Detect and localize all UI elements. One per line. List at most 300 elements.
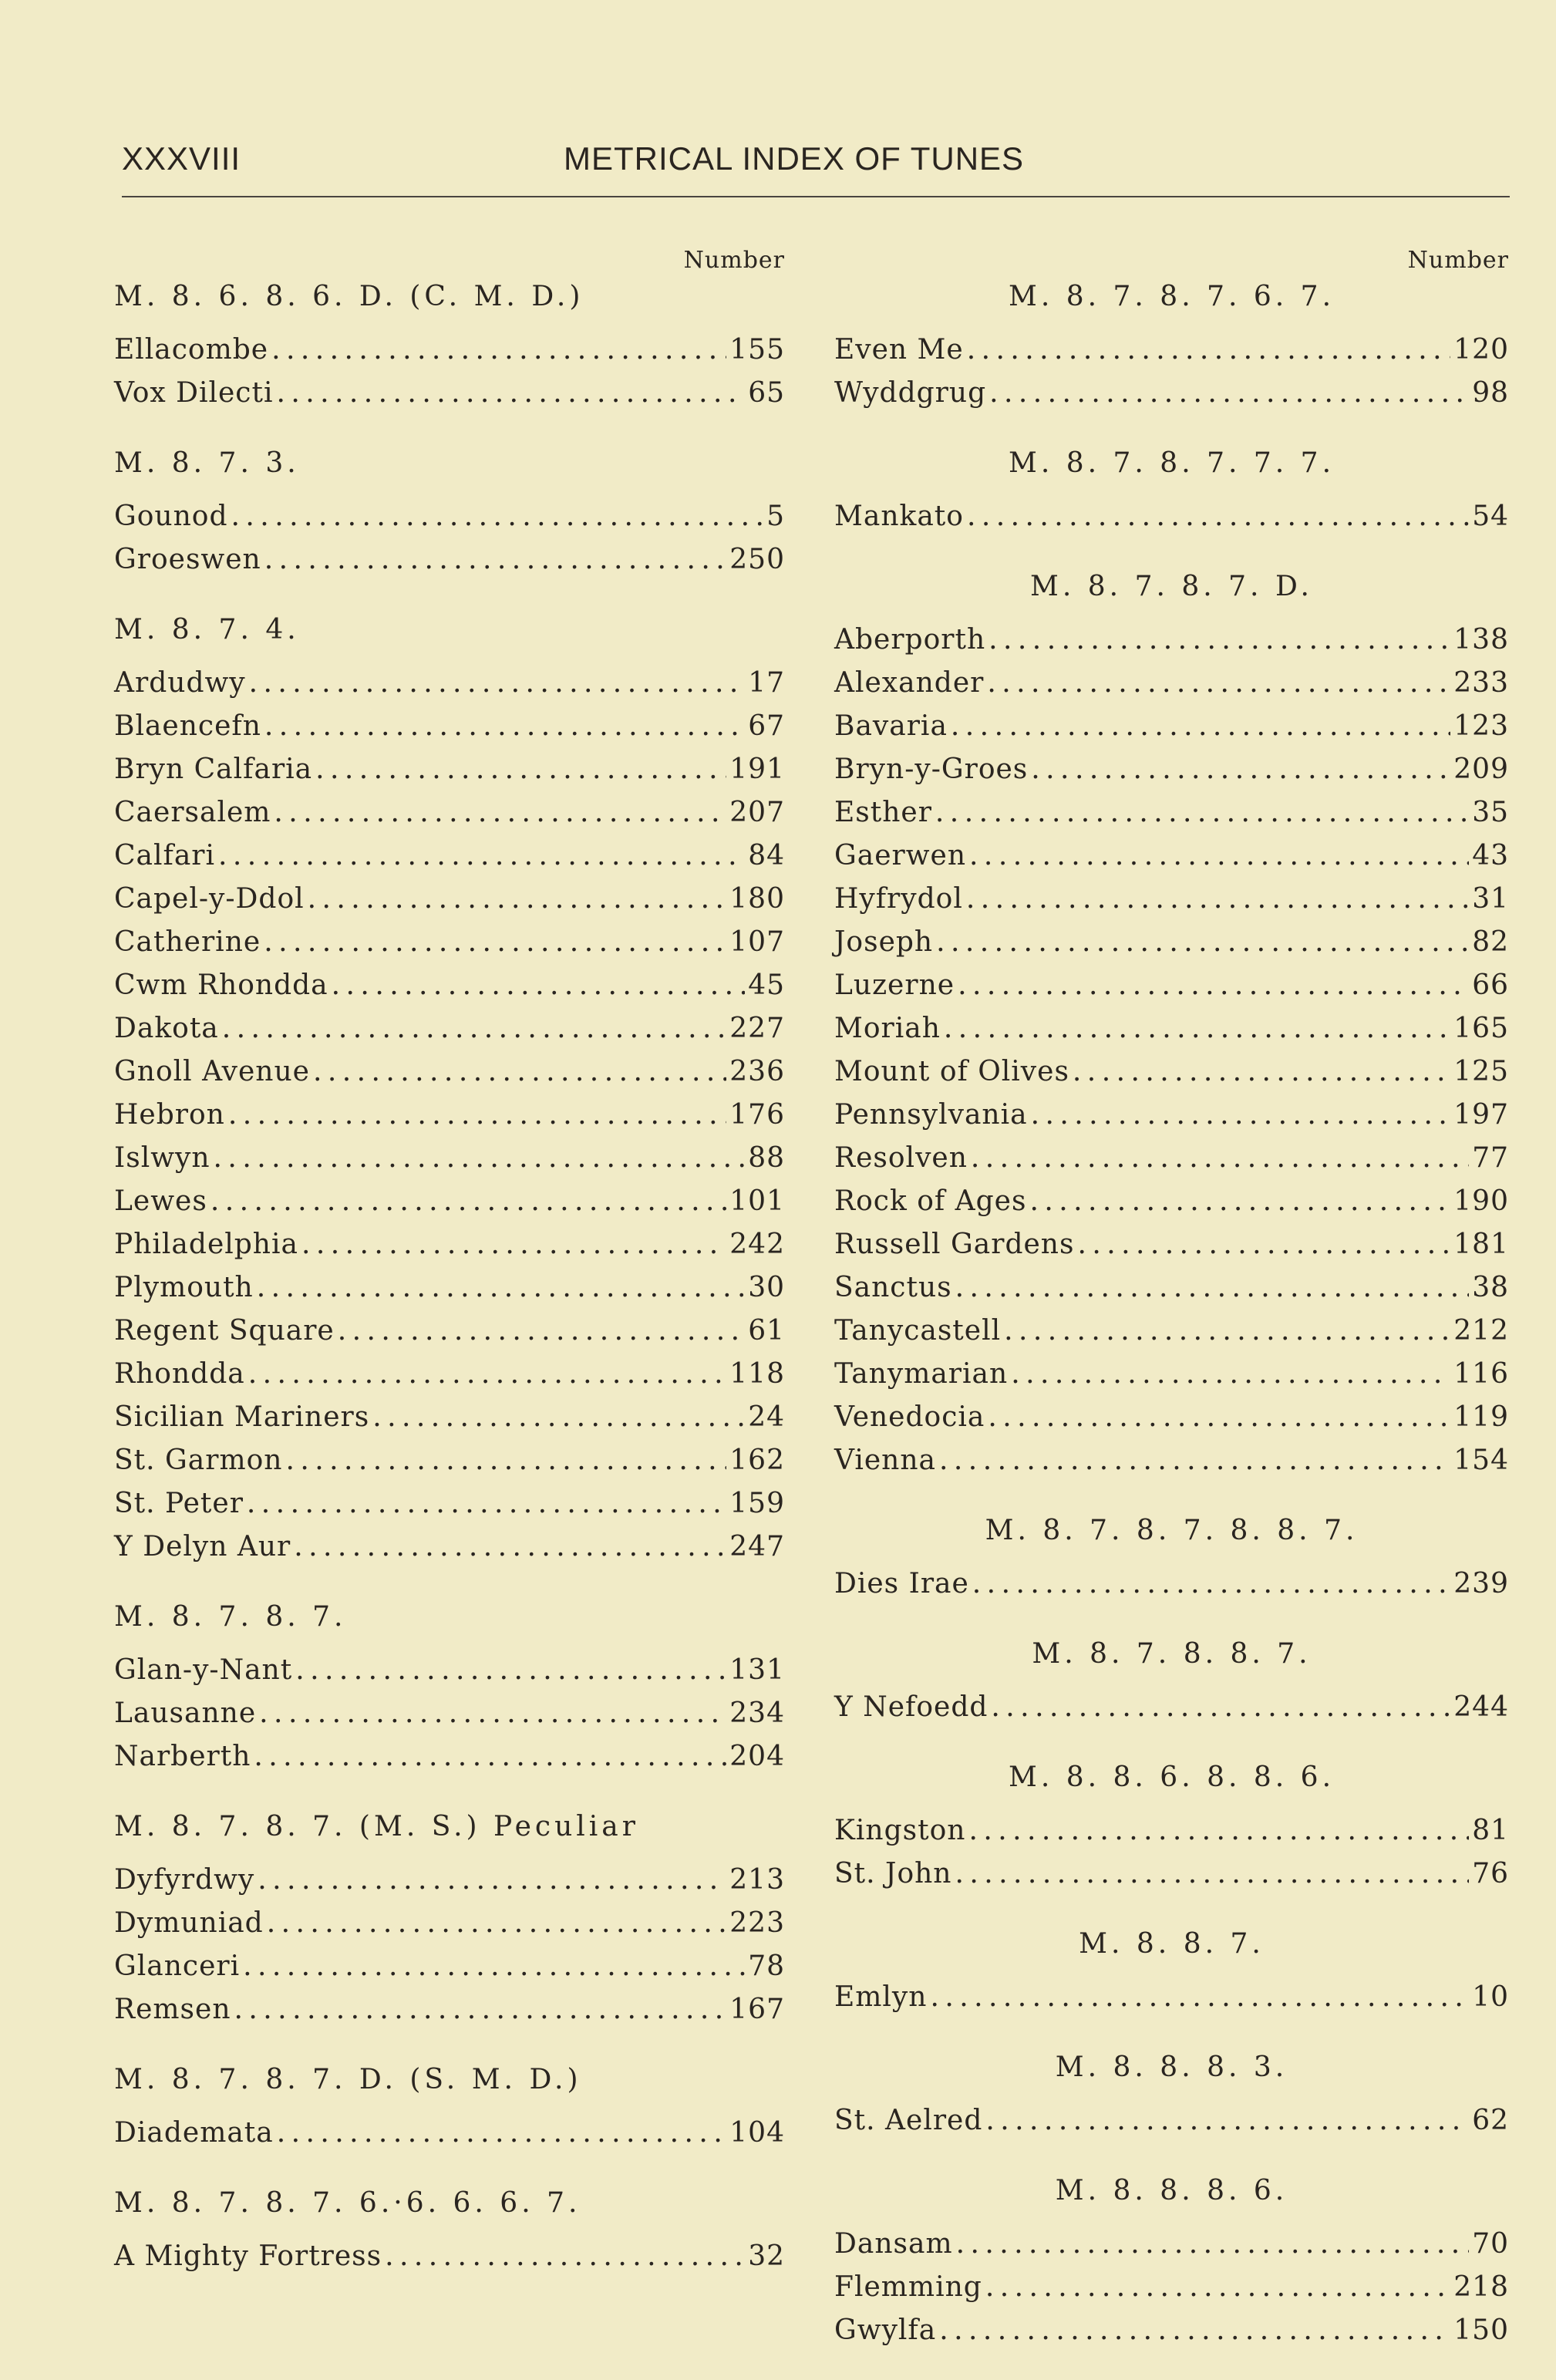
dot-leader bbox=[243, 1945, 745, 1988]
tune-name: Gwylfa bbox=[834, 2314, 937, 2346]
tune-row bbox=[114, 1353, 785, 1396]
dot-leader bbox=[967, 495, 1469, 538]
meter-section bbox=[834, 1757, 1509, 1896]
dot-leader bbox=[1073, 1050, 1450, 1094]
tune-number: 223 bbox=[729, 1907, 785, 1939]
tune-number: 131 bbox=[729, 1654, 785, 1686]
dot-leader bbox=[985, 2266, 1450, 2309]
tune-number: 218 bbox=[1453, 2271, 1509, 2303]
tune-number: 10 bbox=[1472, 1981, 1509, 2013]
tune-row bbox=[834, 329, 1509, 372]
tune-row bbox=[834, 1809, 1509, 1852]
dot-leader bbox=[258, 1859, 726, 1902]
dot-leader bbox=[951, 705, 1450, 748]
dot-leader bbox=[988, 1396, 1450, 1439]
tune-number: 78 bbox=[748, 1950, 785, 1982]
tune-row bbox=[114, 748, 785, 791]
left-column bbox=[114, 245, 785, 2278]
dot-leader bbox=[955, 1266, 1470, 1310]
tune-name: St. John bbox=[834, 1858, 952, 1890]
tune-row bbox=[114, 1945, 785, 1988]
header-rule bbox=[122, 196, 1510, 197]
meter-heading: M. 8. 7. 8. 7. 7. 7. bbox=[1008, 447, 1335, 479]
dot-leader bbox=[972, 1563, 1450, 1606]
tune-name: St. Aelred bbox=[834, 2105, 983, 2136]
tune-number: 98 bbox=[1472, 377, 1509, 409]
tune-number: 30 bbox=[748, 1272, 785, 1303]
dot-leader bbox=[936, 921, 1469, 964]
dot-leader bbox=[257, 1266, 745, 1310]
meter-heading: M. 8. 7. 8. 7. 8. 8. 7. bbox=[985, 1515, 1359, 1546]
dot-leader bbox=[1029, 1180, 1450, 1223]
dot-leader bbox=[308, 878, 727, 921]
tune-number: 227 bbox=[729, 1013, 785, 1044]
tune-name: Islwyn bbox=[114, 1142, 210, 1174]
tune-row bbox=[834, 1137, 1509, 1180]
section-gap bbox=[834, 1896, 1509, 1923]
dot-leader bbox=[1011, 1353, 1450, 1396]
section-gap bbox=[834, 2019, 1509, 2047]
tune-name: Venedocia bbox=[834, 1401, 985, 1433]
dot-leader bbox=[985, 2099, 1469, 2142]
tune-row bbox=[834, 921, 1509, 964]
dot-leader bbox=[969, 834, 1469, 878]
tune-number: 31 bbox=[1472, 883, 1509, 915]
dot-leader bbox=[277, 2112, 727, 2155]
tune-row bbox=[114, 1180, 785, 1223]
dot-leader bbox=[956, 2223, 1470, 2266]
tune-number: 119 bbox=[1453, 1401, 1509, 1433]
dot-leader bbox=[231, 495, 764, 538]
tune-number: 118 bbox=[729, 1358, 785, 1390]
tune-number: 162 bbox=[729, 1445, 785, 1476]
tune-name: Hyfrydol bbox=[834, 883, 963, 915]
tune-row bbox=[834, 748, 1509, 791]
tune-number: 165 bbox=[1453, 1013, 1509, 1044]
dot-leader bbox=[234, 1988, 727, 2031]
dot-leader bbox=[958, 964, 1469, 1007]
tune-name: Flemming bbox=[834, 2271, 982, 2303]
tune-number: 236 bbox=[729, 1056, 785, 1087]
tune-row bbox=[834, 1050, 1509, 1094]
meter-heading: M. 8. 7. 8. 7. (M. S.) Peculiar bbox=[114, 1811, 639, 1842]
tune-name: Tanymarian bbox=[834, 1358, 1009, 1390]
tune-number: 138 bbox=[1453, 624, 1509, 656]
tune-name: Ellacombe bbox=[114, 334, 269, 366]
dot-leader bbox=[966, 878, 1469, 921]
tune-number: 35 bbox=[1472, 797, 1509, 828]
tune-name: Lewes bbox=[114, 1185, 207, 1217]
tune-name: Pennsylvania bbox=[834, 1099, 1028, 1131]
tune-row bbox=[114, 1482, 785, 1525]
tune-number: 212 bbox=[1453, 1315, 1509, 1347]
dot-leader bbox=[285, 1439, 726, 1482]
tune-row bbox=[834, 372, 1509, 415]
meter-heading: M. 8. 7. 3. bbox=[114, 447, 300, 479]
tune-row bbox=[834, 1563, 1509, 1606]
tune-name: Remsen bbox=[114, 1994, 231, 2025]
dot-leader bbox=[228, 1094, 726, 1137]
tune-number: 24 bbox=[748, 1401, 785, 1433]
tune-number: 77 bbox=[1472, 1142, 1509, 1174]
tune-number: 244 bbox=[1453, 1691, 1509, 1723]
tune-number: 247 bbox=[729, 1531, 785, 1563]
meter-heading: M. 8. 7. 8. 7. D. bbox=[1030, 571, 1313, 602]
dot-leader bbox=[264, 705, 745, 748]
tune-row bbox=[834, 2266, 1509, 2309]
tune-name: Dakota bbox=[114, 1013, 219, 1044]
dot-leader bbox=[222, 1007, 727, 1050]
tune-name: Bavaria bbox=[834, 710, 948, 742]
dot-leader bbox=[930, 1976, 1469, 2019]
tune-name: Even Me bbox=[834, 334, 964, 366]
tune-name: Vox Dilecti bbox=[114, 377, 274, 409]
tune-name: A Mighty Fortress bbox=[114, 2240, 382, 2272]
section-gap bbox=[834, 415, 1509, 443]
section-gap bbox=[114, 2155, 785, 2183]
tune-name: Russell Gardens bbox=[834, 1229, 1075, 1260]
tune-name: Alexander bbox=[834, 667, 985, 699]
tune-number: 84 bbox=[748, 840, 785, 871]
tune-row bbox=[834, 878, 1509, 921]
tune-row bbox=[114, 1902, 785, 1945]
tune-row bbox=[834, 1976, 1509, 2019]
tune-number: 76 bbox=[1472, 1858, 1509, 1890]
tune-row bbox=[114, 1649, 785, 1692]
meter-section bbox=[834, 1923, 1509, 2019]
tune-number: 65 bbox=[748, 377, 785, 409]
tune-name: Dies Irae bbox=[834, 1568, 969, 1600]
dot-leader bbox=[210, 1180, 726, 1223]
tune-name: Rock of Ages bbox=[834, 1185, 1027, 1217]
meter-section bbox=[834, 1510, 1509, 1606]
tune-name: Y Nefoedd bbox=[834, 1691, 988, 1723]
tune-name: Blaencefn bbox=[114, 710, 261, 742]
tune-name: Luzerne bbox=[834, 969, 955, 1001]
tune-row bbox=[834, 1180, 1509, 1223]
dot-leader bbox=[944, 1007, 1450, 1050]
tune-row bbox=[114, 1266, 785, 1310]
tune-number: 62 bbox=[1472, 2105, 1509, 2136]
tune-name: St. Peter bbox=[114, 1488, 244, 1519]
right-column bbox=[834, 245, 1509, 2352]
meter-section bbox=[114, 2183, 785, 2278]
dot-leader bbox=[267, 1902, 727, 1945]
section-gap bbox=[114, 1569, 785, 1596]
tune-row bbox=[834, 1686, 1509, 1729]
tune-number: 32 bbox=[748, 2240, 785, 2272]
tune-number: 159 bbox=[729, 1488, 785, 1519]
tune-row bbox=[834, 1266, 1509, 1310]
meter-heading: M. 8. 7. 8. 7. bbox=[114, 1601, 347, 1633]
tune-row bbox=[114, 1988, 785, 2031]
tune-row bbox=[834, 791, 1509, 834]
tune-name: Groeswen bbox=[114, 544, 261, 575]
tune-name: Bryn Calfaria bbox=[114, 753, 313, 785]
tune-name: Emlyn bbox=[834, 1981, 928, 2013]
tune-number: 67 bbox=[748, 710, 785, 742]
tune-row bbox=[834, 964, 1509, 1007]
tune-number: 66 bbox=[1472, 969, 1509, 1001]
dot-leader bbox=[259, 1692, 726, 1735]
dot-leader bbox=[264, 921, 726, 964]
dot-leader bbox=[1077, 1223, 1450, 1266]
dot-leader bbox=[248, 1353, 727, 1396]
page-number: XXXVIII bbox=[122, 140, 241, 177]
meter-heading: M. 8. 7. 8. 7. 6. 7. bbox=[1008, 281, 1335, 312]
tune-number: 155 bbox=[729, 334, 785, 366]
tune-row bbox=[114, 1007, 785, 1050]
dot-leader bbox=[1004, 1310, 1450, 1353]
meter-section bbox=[834, 2047, 1509, 2142]
dot-leader bbox=[276, 372, 745, 415]
tune-name: Calfari bbox=[114, 840, 216, 871]
left-sections bbox=[114, 276, 785, 2278]
tune-name: Mankato bbox=[834, 501, 964, 532]
tune-number: 190 bbox=[1453, 1185, 1509, 1217]
tune-name: St. Garmon bbox=[114, 1445, 283, 1476]
tune-number: 180 bbox=[729, 883, 785, 915]
tune-name: Resolven bbox=[834, 1142, 968, 1174]
tune-row bbox=[834, 662, 1509, 705]
page-header bbox=[122, 140, 1510, 187]
meter-section bbox=[834, 1633, 1509, 1729]
tune-number: 38 bbox=[1472, 1272, 1509, 1303]
meter-heading: M. 8. 8. 6. 8. 8. 6. bbox=[1008, 1761, 1335, 1793]
tune-row bbox=[114, 1735, 785, 1778]
tune-name: Tanycastell bbox=[834, 1315, 1002, 1347]
tune-number: 81 bbox=[1472, 1815, 1509, 1846]
tune-number: 154 bbox=[1453, 1445, 1509, 1476]
tune-row bbox=[114, 921, 785, 964]
dot-leader bbox=[315, 748, 726, 791]
meter-heading: M. 8. 8. 8. 3. bbox=[1055, 2051, 1288, 2083]
tune-name: Dymuniad bbox=[114, 1907, 264, 1939]
tune-row bbox=[114, 538, 785, 582]
tune-row bbox=[114, 2112, 785, 2155]
dot-leader bbox=[332, 964, 746, 1007]
dot-leader bbox=[295, 1649, 726, 1692]
tune-number: 82 bbox=[1472, 926, 1509, 958]
tune-number: 213 bbox=[729, 1864, 785, 1896]
dot-leader bbox=[971, 1137, 1469, 1180]
tune-row bbox=[114, 1310, 785, 1353]
tune-row bbox=[834, 705, 1509, 748]
tune-name: Dansam bbox=[834, 2228, 953, 2260]
meter-heading: M. 8. 7. 4. bbox=[114, 614, 300, 646]
dot-leader bbox=[991, 1686, 1450, 1729]
number-column-label: Number bbox=[1407, 247, 1509, 274]
tune-row bbox=[114, 1050, 785, 1094]
tune-name: Rhondda bbox=[114, 1358, 245, 1390]
tune-number: 116 bbox=[1453, 1358, 1509, 1390]
tune-name: Esther bbox=[834, 797, 932, 828]
tune-number: 70 bbox=[1472, 2228, 1509, 2260]
tune-number: 107 bbox=[729, 926, 785, 958]
tune-row bbox=[114, 878, 785, 921]
tune-row bbox=[114, 964, 785, 1007]
meter-section bbox=[834, 443, 1509, 538]
tune-name: Y Delyn Aur bbox=[114, 1531, 291, 1563]
tune-number: 191 bbox=[729, 753, 785, 785]
tune-name: Aberporth bbox=[834, 624, 986, 656]
tune-number: 233 bbox=[1453, 667, 1509, 699]
meter-section bbox=[834, 276, 1509, 415]
right-sections bbox=[834, 276, 1509, 2352]
tune-name: Dyfyrdwy bbox=[114, 1864, 255, 1896]
tune-number: 234 bbox=[729, 1697, 785, 1729]
dot-leader bbox=[1031, 1094, 1451, 1137]
tune-number: 5 bbox=[766, 501, 785, 532]
tune-row bbox=[834, 2099, 1509, 2142]
tune-name: Philadelphia bbox=[114, 1229, 298, 1260]
tune-row bbox=[114, 1525, 785, 1569]
meter-heading: M. 8. 7. 8. 8. 7. bbox=[1032, 1638, 1312, 1670]
tune-number: 120 bbox=[1453, 334, 1509, 366]
meter-heading: M. 8. 7. 8. 7. 6.·6. 6. 6. 7. bbox=[114, 2187, 581, 2219]
tune-row bbox=[114, 705, 785, 748]
tune-name: Glanceri bbox=[114, 1950, 241, 1982]
meter-section bbox=[114, 443, 785, 582]
tune-name: Sanctus bbox=[834, 1272, 952, 1303]
dot-leader bbox=[218, 834, 745, 878]
dot-leader bbox=[247, 1482, 726, 1525]
dot-leader bbox=[214, 1137, 746, 1180]
tune-number: 176 bbox=[729, 1099, 785, 1131]
tune-name: Catherine bbox=[114, 926, 261, 958]
meter-section bbox=[114, 2059, 785, 2155]
dot-leader bbox=[939, 2309, 1450, 2352]
tune-number: 197 bbox=[1453, 1099, 1509, 1131]
tune-row bbox=[114, 329, 785, 372]
tune-number: 123 bbox=[1453, 710, 1509, 742]
dot-leader bbox=[939, 1439, 1450, 1482]
tune-name: Plymouth bbox=[114, 1272, 254, 1303]
tune-name: Diademata bbox=[114, 2117, 274, 2149]
tune-name: Caersalem bbox=[114, 797, 271, 828]
dot-leader bbox=[294, 1525, 726, 1569]
meter-heading: M. 8. 7. 8. 7. D. (S. M. D.) bbox=[114, 2064, 582, 2095]
meter-heading: M. 8. 8. 8. 6. bbox=[1055, 2175, 1288, 2206]
meter-section bbox=[834, 566, 1509, 1482]
tune-name: Joseph bbox=[834, 926, 934, 958]
tune-row bbox=[114, 1692, 785, 1735]
tune-number: 250 bbox=[729, 544, 785, 575]
tune-row bbox=[834, 2223, 1509, 2266]
tune-number: 43 bbox=[1472, 840, 1509, 871]
section-gap bbox=[114, 582, 785, 609]
tune-row bbox=[834, 1353, 1509, 1396]
section-gap bbox=[834, 1729, 1509, 1757]
tune-row bbox=[834, 1396, 1509, 1439]
tune-number: 54 bbox=[1472, 501, 1509, 532]
tune-row bbox=[114, 1859, 785, 1902]
meter-section bbox=[114, 1596, 785, 1778]
tune-name: Mount of Olives bbox=[834, 1056, 1069, 1087]
dot-leader bbox=[987, 662, 1450, 705]
tune-name: Wyddgrug bbox=[834, 377, 987, 409]
tune-row bbox=[114, 372, 785, 415]
meter-section bbox=[114, 276, 785, 415]
tune-name: Moriah bbox=[834, 1013, 941, 1044]
tune-name: Kingston bbox=[834, 1815, 966, 1846]
tune-number: 204 bbox=[729, 1741, 785, 1772]
tune-name: Gaerwen bbox=[834, 840, 967, 871]
tune-row bbox=[834, 1007, 1509, 1050]
tune-row bbox=[114, 495, 785, 538]
section-gap bbox=[834, 2142, 1509, 2170]
dot-leader bbox=[274, 791, 726, 834]
running-title: METRICAL INDEX OF TUNES bbox=[564, 140, 1025, 177]
tune-number: 209 bbox=[1453, 753, 1509, 785]
tune-row bbox=[834, 2309, 1509, 2352]
tune-row bbox=[114, 791, 785, 834]
tune-number: 104 bbox=[729, 2117, 785, 2149]
tune-number: 45 bbox=[748, 969, 785, 1001]
meter-heading: M. 8. 6. 8. 6. D. (C. M. D.) bbox=[114, 281, 584, 312]
tune-number: 61 bbox=[748, 1315, 785, 1347]
tune-row bbox=[834, 834, 1509, 878]
tune-name: Bryn-y-Groes bbox=[834, 753, 1029, 785]
tune-row bbox=[114, 834, 785, 878]
tune-number: 242 bbox=[729, 1229, 785, 1260]
dot-leader bbox=[338, 1310, 745, 1353]
tune-number: 167 bbox=[729, 1994, 785, 2025]
tune-number: 17 bbox=[748, 667, 785, 699]
meter-section bbox=[834, 2170, 1509, 2352]
tune-name: Gnoll Avenue bbox=[114, 1056, 310, 1087]
tune-name: Capel-y-Ddol bbox=[114, 883, 305, 915]
dot-leader bbox=[271, 329, 726, 372]
tune-name: Ardudwy bbox=[114, 667, 246, 699]
tune-row bbox=[834, 1223, 1509, 1266]
tune-row bbox=[114, 1439, 785, 1482]
dot-leader bbox=[935, 791, 1469, 834]
tune-name: Gounod bbox=[114, 501, 228, 532]
tune-name: Glan-y-Nant bbox=[114, 1654, 293, 1686]
dot-leader bbox=[264, 538, 727, 582]
section-gap bbox=[834, 538, 1509, 566]
tune-number: 181 bbox=[1453, 1229, 1509, 1260]
tune-number: 125 bbox=[1453, 1056, 1509, 1087]
section-gap bbox=[114, 2031, 785, 2059]
tune-name: Hebron bbox=[114, 1099, 225, 1131]
dot-leader bbox=[372, 1396, 745, 1439]
section-gap bbox=[834, 1482, 1509, 1510]
dot-leader bbox=[301, 1223, 726, 1266]
tune-name: Regent Square bbox=[114, 1315, 335, 1347]
tune-row bbox=[834, 1094, 1509, 1137]
dot-leader bbox=[967, 329, 1451, 372]
tune-name: Vienna bbox=[834, 1445, 937, 1476]
section-gap bbox=[834, 1606, 1509, 1633]
tune-name: Sicilian Mariners bbox=[114, 1401, 370, 1433]
dot-leader bbox=[385, 2235, 745, 2278]
tune-row bbox=[114, 1223, 785, 1266]
dot-leader bbox=[1031, 748, 1450, 791]
tune-name: Cwm Rhondda bbox=[114, 969, 328, 1001]
tune-number: 150 bbox=[1453, 2314, 1509, 2346]
meter-section bbox=[114, 609, 785, 1569]
tune-row bbox=[834, 495, 1509, 538]
number-column-label: Number bbox=[683, 247, 785, 274]
tune-name: Lausanne bbox=[114, 1697, 257, 1729]
tune-number: 88 bbox=[748, 1142, 785, 1174]
dot-leader bbox=[254, 1735, 726, 1778]
tune-row bbox=[834, 1439, 1509, 1482]
dot-leader bbox=[313, 1050, 726, 1094]
meter-section bbox=[114, 1806, 785, 2031]
